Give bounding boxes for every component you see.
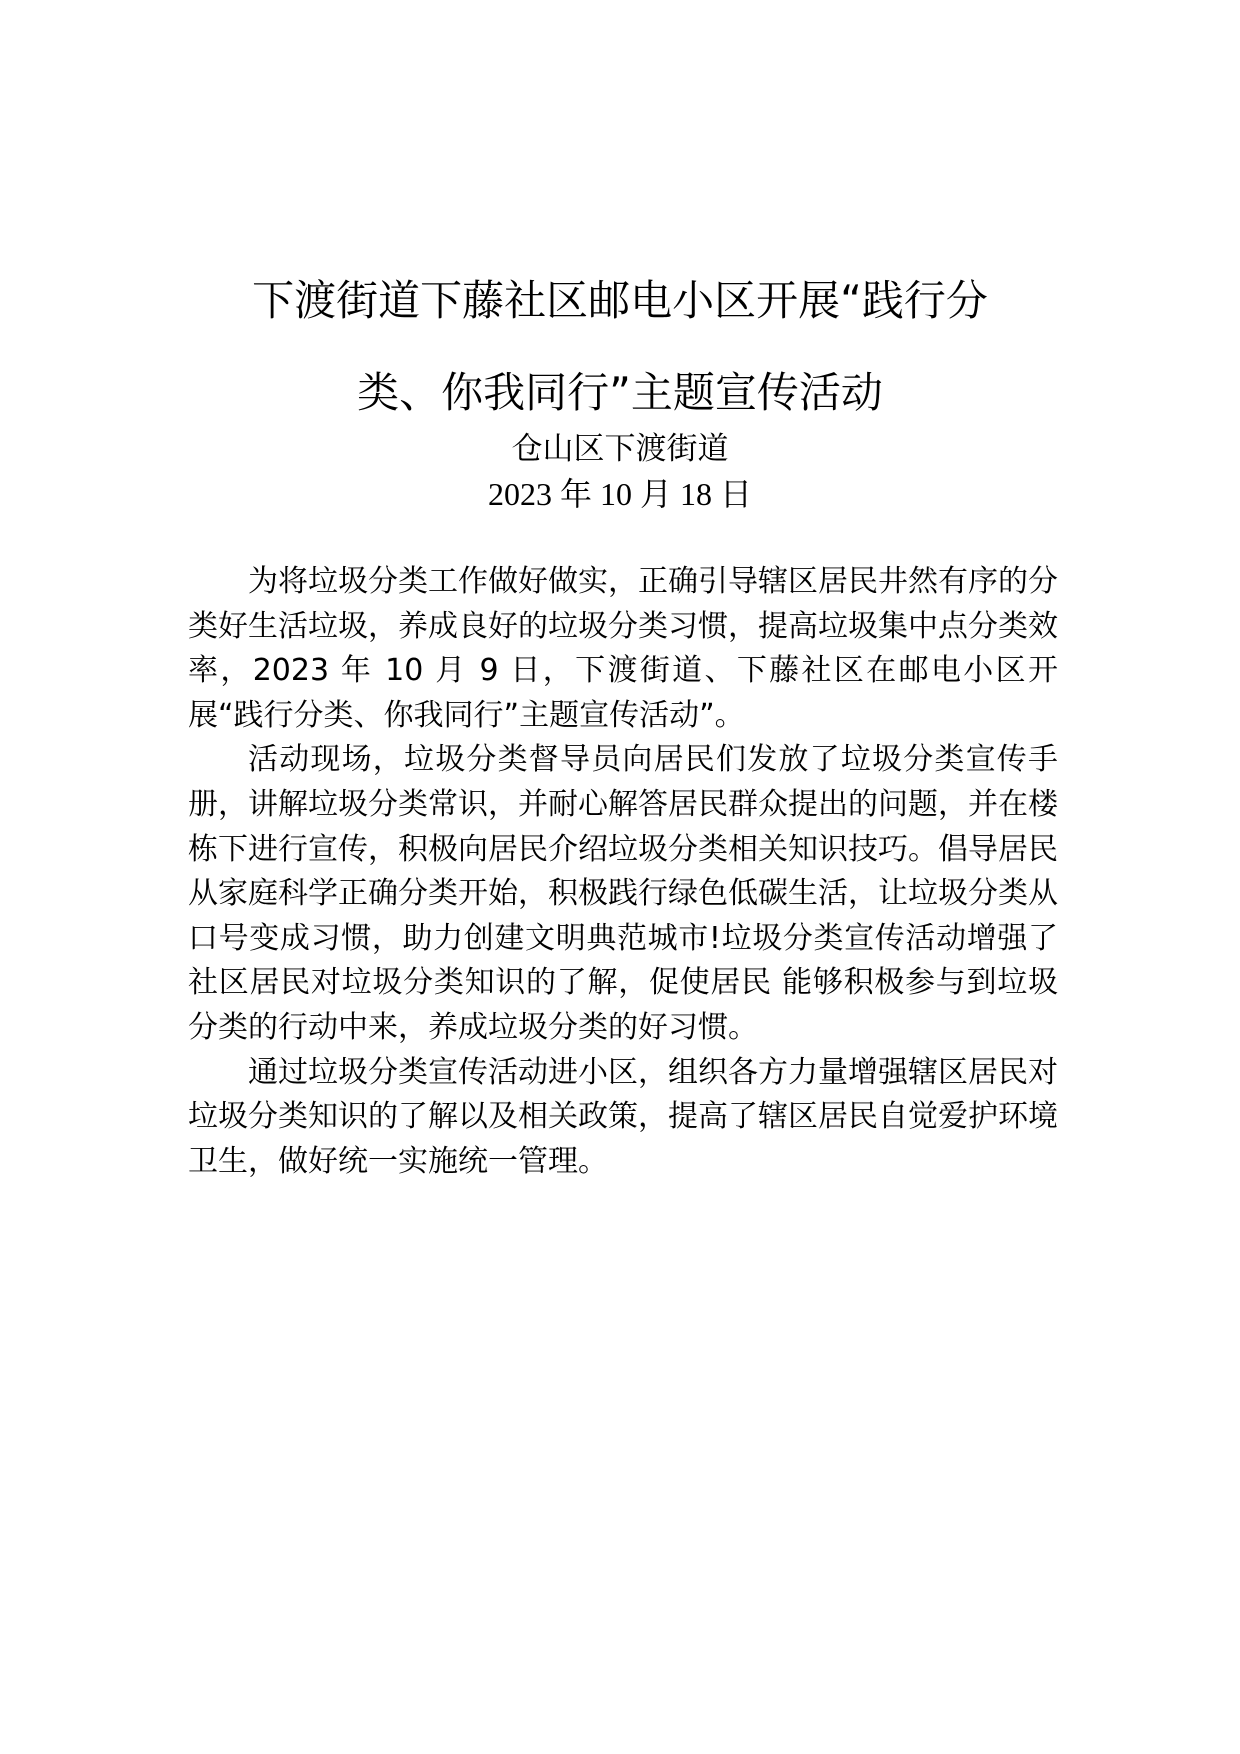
paragraph-2: 活动现场，垃圾分类督导员向居民们发放了垃圾分类宣传手册，讲解垃圾分类常识，并耐心解答居民群众提出的问题，并在楼栋下进行宣传，积极向居民介绍垃圾分类相关知识技巧。倡导居民从家庭科学正确分类开始，积极践行绿色低碳生活，让垃圾分类从口号变成习惯，助力创建文明典范城市!垃圾分类宣传活动增强了社区居民对垃圾分类知识的了解，促使居民 能够积极参与到垃圾分类的行动中来，养成垃圾分类的好习惯。 [188,742,1058,1045]
document-title [180,255,1060,439]
paragraph-3: 通过垃圾分类宣传活动进小区，组织各方力量增强辖区居民对垃圾分类知识的了解以及相关政策，提高了辖区居民自觉爱护环境卫生，做好统一实施统一管理。 [188,1054,1058,1179]
paragraph-1: 为将垃圾分类工作做好做实，正确引导辖区居民井然有序的分类好生活垃圾，养成良好的垃圾分类习惯，提高垃圾集中点分类效率，2023 年 10 月 9 日，下渡街道、下藤社区在邮电小区开展“践行分类、你我同行”主题宣传活动”。 [188,564,1058,733]
title-line-2: 类、你我同行”主题宣传活动 [357,368,883,417]
document-body [188,560,1058,1184]
document-author: 仓山区下渡街道 [511,431,729,467]
title-line-1: 下渡街道下藤社区邮电小区开展“践行分 [252,276,988,325]
document-date: 2023 年 10 月 18 日 [487,476,752,512]
